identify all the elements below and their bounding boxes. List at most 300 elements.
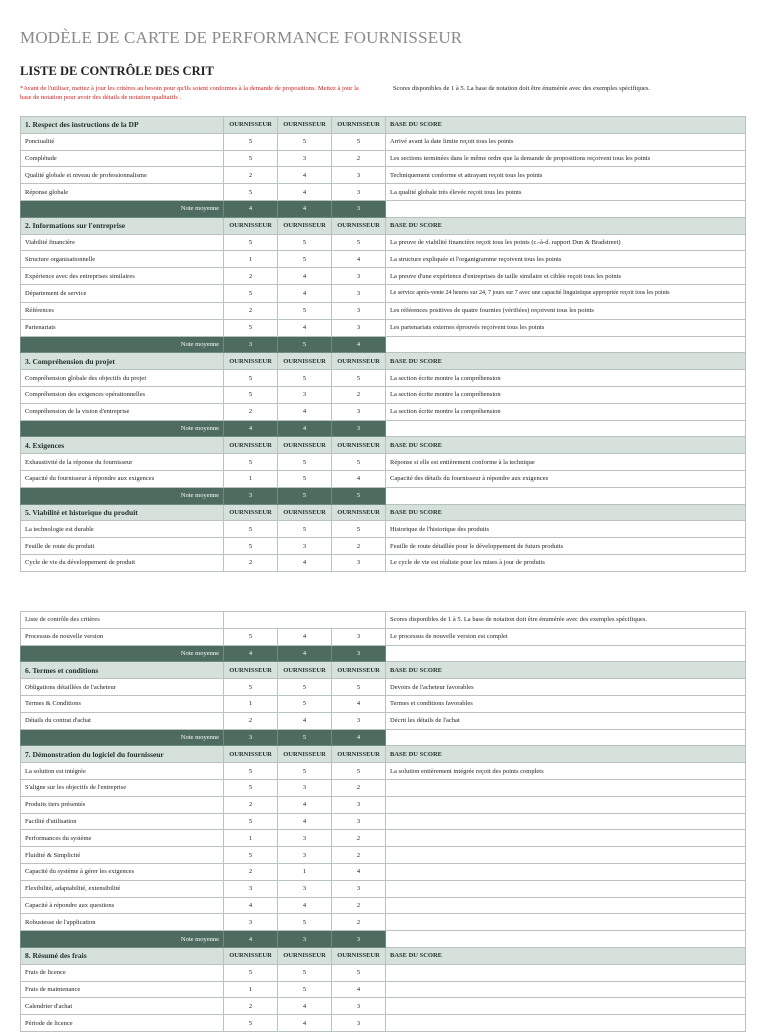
average-blank (386, 336, 746, 353)
supplier-score: 5 (224, 370, 278, 387)
criteria-row (21, 712, 746, 729)
average-score: 3 (224, 336, 278, 353)
supplier-score: 3 (278, 847, 332, 864)
supplier-score: 1 (224, 981, 278, 998)
score-basis: La section écrite montre la compréhension (386, 386, 746, 403)
supplier-column-header: OURNISSEUR (278, 504, 332, 521)
average-score: 4 (224, 420, 278, 437)
score-basis (386, 897, 746, 914)
average-score: 4 (332, 336, 386, 353)
average-score: 3 (332, 645, 386, 662)
supplier-score: 5 (224, 847, 278, 864)
average-blank (386, 487, 746, 504)
supplier-score: 2 (224, 167, 278, 184)
section-header-row (21, 947, 746, 964)
section-header-row (21, 437, 746, 454)
supplier-column-header: OURNISSEUR (278, 217, 332, 234)
score-basis (386, 880, 746, 897)
supplier-score: 4 (278, 998, 332, 1015)
supplier-score: 5 (224, 1015, 278, 1032)
criteria-table-part-1 (20, 116, 746, 572)
supplier-score: 3 (332, 302, 386, 319)
criteria-label: Réponse globale (21, 184, 224, 201)
score-basis: Le cycle de vie est réaliste pour les mises à jour de produits (386, 554, 746, 571)
criteria-label: Références (21, 302, 224, 319)
supplier-score: 4 (278, 167, 332, 184)
score-basis (386, 813, 746, 830)
section-header-row (21, 662, 746, 679)
criteria-label: Frais de licence (21, 964, 224, 981)
criteria-row (21, 847, 746, 864)
supplier-score: 3 (332, 998, 386, 1015)
supplier-score: 4 (278, 897, 332, 914)
supplier-score: 4 (332, 470, 386, 487)
supplier-score: 3 (332, 628, 386, 645)
criteria-row (21, 813, 746, 830)
criteria-label: Complétude (21, 150, 224, 167)
supplier-score: 3 (332, 284, 386, 302)
score-basis: Arrivé avant la date limite reçoit tous les points (386, 133, 746, 150)
average-label: Note moyenne (21, 931, 224, 948)
average-label: Note moyenne (21, 729, 224, 746)
supplier-score: 5 (332, 133, 386, 150)
score-basis: Le service après-vente 24 heures sur 24, 7 jours sur 7 avec une capacité linguistique appropriée reçoit tous les points (386, 284, 746, 302)
score-basis: La qualité globale très élevée reçoit tous les points (386, 184, 746, 201)
supplier-score: 5 (278, 251, 332, 268)
score-basis-header: BASE DU SCORE (386, 117, 746, 134)
supplier-score: 5 (224, 234, 278, 251)
criteria-row (21, 695, 746, 712)
section-title: 2. Informations sur l'entreprise (21, 217, 224, 234)
supplier-score: 4 (278, 268, 332, 285)
supplier-score: 4 (332, 981, 386, 998)
criteria-row (21, 521, 746, 538)
criteria-row (21, 386, 746, 403)
section-header-row (21, 117, 746, 134)
score-basis-header: BASE DU SCORE (386, 217, 746, 234)
supplier-score: 5 (278, 679, 332, 696)
supplier-column-header: OURNISSEUR (332, 353, 386, 370)
average-blank (386, 645, 746, 662)
score-basis: Techniquement conforme et attrayant reçoit tous les points (386, 167, 746, 184)
supplier-score: 4 (224, 897, 278, 914)
supplier-score: 3 (224, 880, 278, 897)
checklist-subtitle: LISTE DE CONTRÔLE DES CRIT (20, 64, 214, 78)
criteria-intro-row (21, 612, 746, 629)
supplier-score: 5 (224, 284, 278, 302)
supplier-score: 5 (332, 370, 386, 387)
supplier-score: 4 (278, 319, 332, 336)
score-basis: La preuve d'une expérience d'entreprises de taille similaire et ciblée reçoit tous les points (386, 268, 746, 285)
criteria-label: Viabilité financière (21, 234, 224, 251)
supplier-score: 5 (332, 521, 386, 538)
criteria-label: Flexibilité, adaptabilité, extensibilité (21, 880, 224, 897)
criteria-row (21, 319, 746, 336)
supplier-score: 3 (278, 150, 332, 167)
average-score: 4 (278, 200, 332, 217)
score-basis-header: BASE DU SCORE (386, 662, 746, 679)
criteria-row (21, 998, 746, 1015)
criteria-label: Obligations détaillées de l'acheteur (21, 679, 224, 696)
supplier-score: 5 (278, 370, 332, 387)
score-basis: Feuille de route détaillée pour le développement de futurs produits (386, 538, 746, 555)
average-score: 3 (224, 487, 278, 504)
supplier-score: 5 (278, 964, 332, 981)
criteria-label: Structure organisationnelle (21, 251, 224, 268)
section-title: 3. Compréhension du projet (21, 353, 224, 370)
supplier-score: 5 (224, 628, 278, 645)
score-basis (386, 964, 746, 981)
supplier-score: 1 (278, 863, 332, 880)
criteria-row (21, 470, 746, 487)
supplier-score: 4 (278, 813, 332, 830)
supplier-column-header: OURNISSEUR (224, 504, 278, 521)
average-score: 3 (278, 931, 332, 948)
criteria-row (21, 284, 746, 302)
criteria-row (21, 863, 746, 880)
score-basis: Les partenariats externes éprouvés reçoivent tous les points (386, 319, 746, 336)
supplier-score: 2 (224, 302, 278, 319)
supplier-column-header: OURNISSEUR (332, 437, 386, 454)
supplier-score: 5 (278, 521, 332, 538)
criteria-label: Produits tiers présentés (21, 796, 224, 813)
supplier-score: 2 (224, 712, 278, 729)
criteria-label: Processus de nouvelle version (21, 628, 224, 645)
supplier-column-header: OURNISSEUR (278, 746, 332, 763)
supplier-score: 2 (332, 847, 386, 864)
supplier-score: 3 (332, 403, 386, 420)
supplier-score: 5 (224, 964, 278, 981)
score-basis (386, 796, 746, 813)
average-score: 3 (224, 729, 278, 746)
average-score: 4 (278, 420, 332, 437)
supplier-column-header: OURNISSEUR (332, 662, 386, 679)
average-score: 4 (332, 729, 386, 746)
average-row (21, 645, 746, 662)
supplier-score: 4 (278, 403, 332, 420)
supplier-score: 5 (224, 521, 278, 538)
supplier-score: 5 (278, 234, 332, 251)
supplier-score: 4 (278, 284, 332, 302)
supplier-column-header: OURNISSEUR (278, 117, 332, 134)
criteria-label: Ponctualité (21, 133, 224, 150)
supplier-score: 5 (278, 981, 332, 998)
criteria-row (21, 150, 746, 167)
supplier-score: 5 (278, 454, 332, 471)
criteria-label: Calendrier d'achat (21, 998, 224, 1015)
criteria-label: Termes & Conditions (21, 695, 224, 712)
average-row (21, 420, 746, 437)
criteria-label: S'aligne sur les objectifs de l'entreprise (21, 779, 224, 796)
supplier-score: 2 (224, 796, 278, 813)
score-basis: Scores disponibles de 1 à 5. La base de notation doit être énumérée avec des exemples spécifiques. (386, 612, 746, 629)
supplier-column-header: OURNISSEUR (224, 117, 278, 134)
score-basis: Termes et conditions favorables (386, 695, 746, 712)
score-basis: Devoirs de l'acheteur favorables (386, 679, 746, 696)
criteria-row (21, 763, 746, 780)
supplier-score: 5 (224, 386, 278, 403)
merged-empty-cell (224, 612, 386, 629)
score-basis: Historique de l'historique des produits (386, 521, 746, 538)
score-basis (386, 830, 746, 847)
section-header-row (21, 746, 746, 763)
scores-note: Scores disponibles de 1 à 5. La base de notation doit être énumérée avec des exemples spécifiques. (393, 85, 651, 92)
average-score: 4 (224, 645, 278, 662)
page-title: MODÈLE DE CARTE DE PERFORMANCE FOURNISSEUR (20, 28, 463, 47)
criteria-row (21, 554, 746, 571)
score-basis: Réponse si elle est entièrement conforme à la technique (386, 454, 746, 471)
average-score: 5 (278, 487, 332, 504)
criteria-row (21, 880, 746, 897)
criteria-row (21, 964, 746, 981)
supplier-score: 2 (224, 268, 278, 285)
supplier-score: 3 (332, 268, 386, 285)
score-basis: Les références positives de quatre fournies (vérifiées) reçoivent tous les points (386, 302, 746, 319)
supplier-score: 5 (278, 133, 332, 150)
criteria-row (21, 167, 746, 184)
supplier-score: 3 (332, 796, 386, 813)
score-basis: La preuve de viabilité financière reçoit tous les points (c.-à-d. rapport Dun & Bradstreet) (386, 234, 746, 251)
supplier-column-header: OURNISSEUR (278, 353, 332, 370)
average-score: 3 (332, 420, 386, 437)
score-basis-header: BASE DU SCORE (386, 437, 746, 454)
supplier-column-header: OURNISSEUR (332, 117, 386, 134)
criteria-row (21, 133, 746, 150)
criteria-row (21, 830, 746, 847)
supplier-score: 5 (224, 763, 278, 780)
criteria-row (21, 1015, 746, 1032)
score-basis (386, 981, 746, 998)
supplier-score: 3 (278, 830, 332, 847)
supplier-score: 5 (332, 234, 386, 251)
criteria-label: Frais de maintenance (21, 981, 224, 998)
supplier-score: 3 (278, 779, 332, 796)
supplier-score: 3 (332, 813, 386, 830)
supplier-score: 5 (332, 763, 386, 780)
supplier-column-header: OURNISSEUR (224, 217, 278, 234)
supplier-score: 2 (332, 830, 386, 847)
instruction-note: *Avant de l'utiliser, mettez à jour les critères au besoin pour qu'ils soient conformes à la demande de propositions. Mettez à jour la base de notation pour avoir des détails de notation qualitatifs . (20, 85, 359, 101)
average-label: Note moyenne (21, 645, 224, 662)
criteria-label: Compréhension des exigences opérationnelles (21, 386, 224, 403)
criteria-label: Fluidité & Simplicité (21, 847, 224, 864)
criteria-label: Capacité du fournisseur à répondre aux exigences (21, 470, 224, 487)
supplier-score: 5 (224, 454, 278, 471)
supplier-score: 5 (224, 538, 278, 555)
score-basis (386, 1015, 746, 1032)
score-basis: La section écrite montre la compréhension (386, 370, 746, 387)
score-basis: Le processus de nouvelle version est complet (386, 628, 746, 645)
criteria-row (21, 454, 746, 471)
supplier-score: 3 (278, 538, 332, 555)
supplier-score: 3 (332, 554, 386, 571)
average-label: Note moyenne (21, 200, 224, 217)
supplier-score: 4 (278, 1015, 332, 1032)
supplier-score: 5 (332, 964, 386, 981)
criteria-row (21, 302, 746, 319)
criteria-label: Cycle de vie du développement de produit (21, 554, 224, 571)
score-basis: Les sections terminées dans le même ordre que la demande de propositions reçoivent tous les points (386, 150, 746, 167)
average-score: 5 (332, 487, 386, 504)
criteria-label: Capacité du système à gérer les exigences (21, 863, 224, 880)
section-header-row (21, 504, 746, 521)
supplier-score: 3 (332, 880, 386, 897)
score-basis (386, 779, 746, 796)
criteria-row (21, 779, 746, 796)
score-basis: La section écrite montre la compréhension (386, 403, 746, 420)
supplier-column-header: OURNISSEUR (224, 746, 278, 763)
supplier-column-header: OURNISSEUR (332, 947, 386, 964)
supplier-score: 3 (224, 914, 278, 931)
average-blank (386, 931, 746, 948)
supplier-score: 5 (224, 779, 278, 796)
section-title: 7. Démonstration du logiciel du fournisseur (21, 746, 224, 763)
criteria-row (21, 796, 746, 813)
supplier-column-header: OURNISSEUR (224, 662, 278, 679)
average-blank (386, 729, 746, 746)
criteria-row (21, 628, 746, 645)
supplier-score: 5 (278, 914, 332, 931)
supplier-score: 3 (332, 319, 386, 336)
supplier-column-header: OURNISSEUR (332, 746, 386, 763)
average-blank (386, 420, 746, 437)
supplier-score: 2 (332, 779, 386, 796)
supplier-score: 4 (278, 796, 332, 813)
supplier-score: 1 (224, 695, 278, 712)
supplier-score: 4 (278, 712, 332, 729)
criteria-label: Département de service (21, 284, 224, 302)
criteria-row (21, 914, 746, 931)
score-basis (386, 847, 746, 864)
supplier-score: 4 (332, 251, 386, 268)
criteria-label: Robustesse de l'application (21, 914, 224, 931)
section-title: 1. Respect des instructions de la DP (21, 117, 224, 134)
criteria-row (21, 538, 746, 555)
average-row (21, 336, 746, 353)
criteria-label: La solution est intégrée (21, 763, 224, 780)
score-basis: La structure expliquée et l'organigramme reçoivent tous les points (386, 251, 746, 268)
supplier-score: 2 (332, 538, 386, 555)
average-score: 3 (332, 931, 386, 948)
supplier-column-header: OURNISSEUR (278, 662, 332, 679)
score-basis-header: BASE DU SCORE (386, 746, 746, 763)
supplier-column-header: OURNISSEUR (332, 504, 386, 521)
supplier-score: 3 (332, 712, 386, 729)
section-header-row (21, 353, 746, 370)
criteria-label: Détails du contrat d'achat (21, 712, 224, 729)
supplier-score: 2 (224, 554, 278, 571)
average-row (21, 200, 746, 217)
criteria-label: Feuille de route du produit (21, 538, 224, 555)
average-row (21, 729, 746, 746)
supplier-score: 3 (332, 1015, 386, 1032)
criteria-label: Capacité à répondre aux questions (21, 897, 224, 914)
average-score: 5 (278, 336, 332, 353)
criteria-label: Partenariats (21, 319, 224, 336)
supplier-score: 5 (278, 763, 332, 780)
criteria-row (21, 268, 746, 285)
criteria-label: Performances du système (21, 830, 224, 847)
supplier-score: 5 (278, 302, 332, 319)
average-row (21, 931, 746, 948)
average-score: 4 (278, 645, 332, 662)
supplier-score: 2 (332, 386, 386, 403)
supplier-score: 4 (332, 863, 386, 880)
supplier-score: 3 (278, 880, 332, 897)
supplier-score: 5 (224, 133, 278, 150)
section-title: 6. Termes et conditions (21, 662, 224, 679)
criteria-label: Compréhension globale des objectifs du projet (21, 370, 224, 387)
supplier-score: 2 (332, 897, 386, 914)
supplier-score: 5 (224, 679, 278, 696)
supplier-score: 1 (224, 251, 278, 268)
criteria-label: Période de licence (21, 1015, 224, 1032)
score-basis (386, 914, 746, 931)
average-label: Note moyenne (21, 336, 224, 353)
score-basis-header: BASE DU SCORE (386, 504, 746, 521)
criteria-row (21, 403, 746, 420)
supplier-column-header: OURNISSEUR (332, 217, 386, 234)
criteria-row (21, 679, 746, 696)
score-basis (386, 998, 746, 1015)
supplier-score: 2 (332, 150, 386, 167)
score-basis: Capacité des détails du fournisseur à répondre aux exigences (386, 470, 746, 487)
supplier-score: 5 (332, 679, 386, 696)
supplier-score: 5 (278, 695, 332, 712)
criteria-label: Exhaustivité de la réponse du fournisseur (21, 454, 224, 471)
average-label: Note moyenne (21, 420, 224, 437)
supplier-column-header: OURNISSEUR (278, 947, 332, 964)
section-title: 5. Viabilité et historique du produit (21, 504, 224, 521)
average-score: 4 (224, 931, 278, 948)
score-basis: Décrit les détails de l'achat (386, 712, 746, 729)
average-label: Note moyenne (21, 487, 224, 504)
criteria-label: Expérience avec des entreprises similaires (21, 268, 224, 285)
supplier-score: 4 (278, 184, 332, 201)
criteria-row (21, 234, 746, 251)
criteria-label: Facilité d'utilisation (21, 813, 224, 830)
average-blank (386, 200, 746, 217)
criteria-row (21, 370, 746, 387)
criteria-label: Compréhension de la vision d'entreprise (21, 403, 224, 420)
criteria-row (21, 184, 746, 201)
criteria-label: Qualité globale et niveau de professionnalisme (21, 167, 224, 184)
supplier-column-header: OURNISSEUR (224, 437, 278, 454)
criteria-table-part-2 (20, 611, 746, 1032)
score-basis-header: BASE DU SCORE (386, 947, 746, 964)
supplier-score: 5 (278, 470, 332, 487)
supplier-score: 5 (224, 319, 278, 336)
supplier-score: 3 (332, 184, 386, 201)
supplier-score: 2 (224, 863, 278, 880)
supplier-column-header: OURNISSEUR (278, 437, 332, 454)
supplier-score: 2 (224, 998, 278, 1015)
section-header-row (21, 217, 746, 234)
supplier-column-header: OURNISSEUR (224, 353, 278, 370)
supplier-score: 3 (332, 167, 386, 184)
average-row (21, 487, 746, 504)
supplier-score: 5 (224, 184, 278, 201)
criteria-label: La technologie est durable (21, 521, 224, 538)
average-score: 4 (224, 200, 278, 217)
supplier-score: 2 (332, 914, 386, 931)
supplier-score: 1 (224, 470, 278, 487)
supplier-score: 4 (278, 554, 332, 571)
supplier-score: 4 (332, 695, 386, 712)
supplier-score: 2 (224, 403, 278, 420)
criteria-label: Liste de contrôle des critères (21, 612, 224, 629)
score-basis: La solution entièrement intégrée reçoit des points complets (386, 763, 746, 780)
